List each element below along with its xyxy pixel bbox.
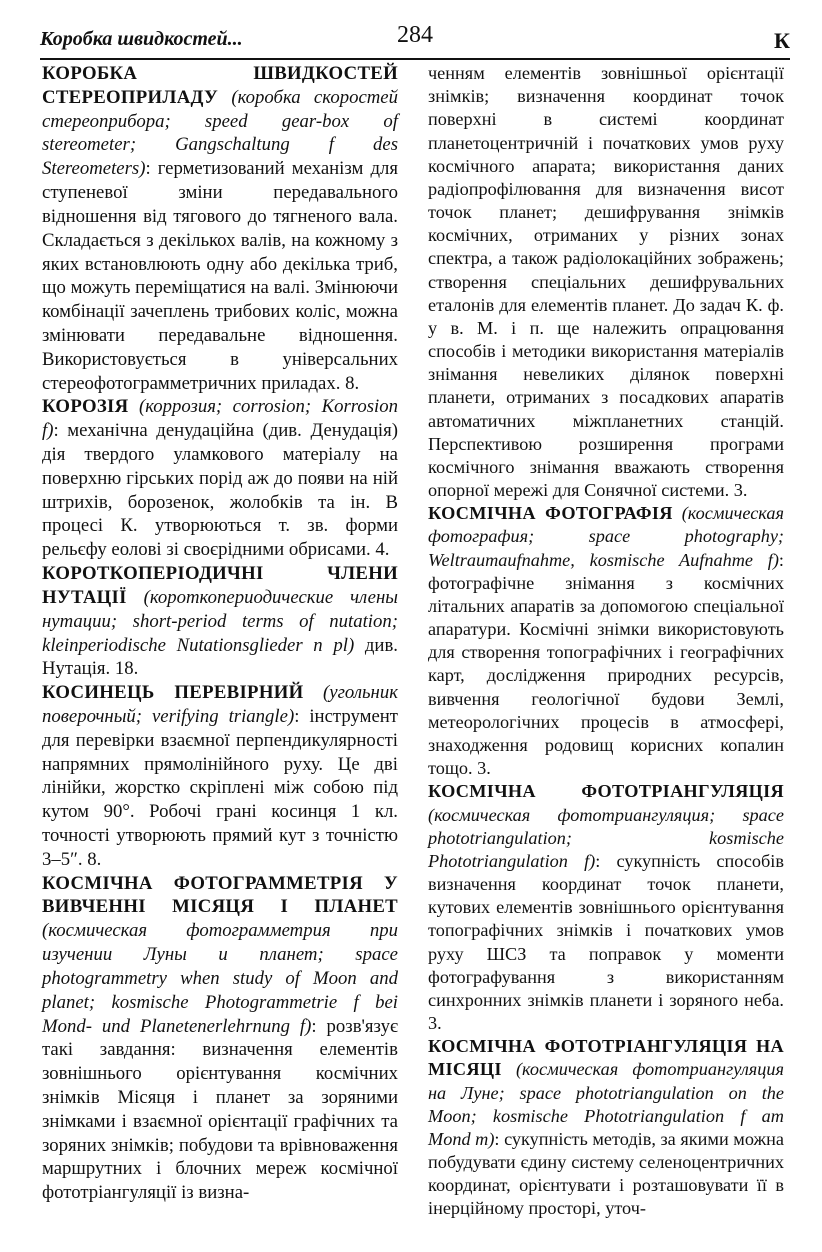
entry-definition: : механічна денудаційна (див. Денудація) дія твердого уламкового матеріалу на поверхню гірських порід аж до появи на ній штрихів, борозенок, жолобків та ін. В процесі К. утворюються т. зв. форми рельєфу еолові зі своєрідними обрисами. 4. (42, 420, 398, 561)
entry-term: КОСМІЧНА ФОТОТРІАНГУЛЯЦІЯ (428, 781, 784, 802)
entry-term: КОСМІЧНА ФОТОГРАФІЯ (428, 503, 673, 524)
section-letter: К (774, 28, 790, 53)
dictionary-entry (42, 562, 398, 681)
entry-translations: (космическая фототриангуляция на Луне; space phototriangulation on the Moon; kosmische Phototriangulation f am Mond m) (428, 1059, 785, 1149)
entry-translations: (угольник поверочный; verifying triangle) (42, 682, 398, 727)
entry-term: КОРОЗІЯ (42, 396, 129, 418)
entry-definition: див. Нутація. 18. (42, 634, 398, 680)
entry-definition: : сукупність способів визначення координат точок планети, кутових елементів зовнішнього орієнтування топографічних знімків і початкових умов руху ШСЗ та поправок у моменти фотографування з використанням синхронних знімків планети і зоряного неба. 3. (428, 850, 784, 1034)
dictionary-entry (428, 1035, 784, 1220)
dictionary-entry (428, 62, 784, 502)
entry-term: КОСМІЧНА ФОТОГРАММЕТРІЯ У ВИВЧЕННІ МІСЯЦЯ І ПЛАНЕТ (42, 872, 398, 918)
right-column (428, 62, 784, 1221)
entry-term: КОСМІЧНА ФОТОТРІАНГУЛЯЦІЯ НА МІСЯЦІ (428, 1036, 784, 1080)
dictionary-entry (428, 502, 784, 780)
entry-translations: (космическая фотография; space photography; Weltraumaufnahme, kosmische Aufnahme f) (428, 503, 784, 570)
entry-definition: : герметизований механізм для ступеневої зміни передавального відношення від тягового до тягненого вала. Складається з декількох валів, на кожному з яких встановлюють одну або декілька триб, що можуть переміщатися на валі. Змінюючи комбінації зачеплень трибових коліс, можна змінювати передавальне відношення. Використовується в універсальних стереофотограмметричних приладах. 8. (42, 158, 398, 394)
entry-term: КОРОБКА ШВИДКОСТЕЙ СТЕРЕОПРИЛАДУ (42, 63, 398, 108)
dictionary-entry (42, 681, 398, 872)
entry-translations: (коррозия; corrosion; Korrosion f) (42, 396, 398, 442)
entry-translations: (космическая фототриангуляция; space phototriangulation; kosmische Phototriangulation f) (428, 804, 784, 871)
entry-definition: : розв'язує такі завдання: визначення елементів зовнішнього орієнтування космічних знімків Місяця і планет за зоряними знімками і взаємної орієнтації графічних та зоряних знімків; побудови та врівноваження маршрутних і блочних мереж космічної фототріангуляції із визна- (42, 1015, 398, 1204)
entry-term: КОСИНЕЦЬ ПЕРЕВІРНИЙ (42, 682, 304, 704)
dictionary-entry (42, 395, 398, 562)
entry-translations: (короткопериодические члены нутации; short-period terms of nutation; kleinperiodische Nutationsglieder n pl) (42, 586, 398, 656)
entry-translations: (космическая фотограмметрия при изучении Луны и планет; space photogrammetry when study of Moon and planet; kosmische Photogrammetrie f bei Mond- und Planetenerlehrnung f) (42, 920, 398, 1037)
entry-definition: : інструмент для перевірки взаємної перпендикулярності напрямних прямолінійного руху. Це дві лінійки, жорстко скріплені між собою під кутом 90°. Робочі грані косинця 1 кл. точності утворюють прямий кут з точністю 3–5″. 8. (42, 705, 398, 870)
page-header (40, 18, 790, 60)
dictionary-entry (42, 62, 398, 395)
entry-definition: ченням елементів зовнішньої орієнтації знімків; визначення координат точок поверхні в системі координат планетоцентричній і початкових умов руху космічного апарата; використання даних радіопрофілювання для визначення висот точок планет; дешифрування знімків космічних, отриманих у різних зонах спектра, а також радіолокаційних зображень; створення спеціальних дешифрувальних еталонів для елементів планет. До задач К. ф. у в. М. і п. ще належить опрацювання способів і методики використання матеріалів знімання невеликих ділянок поверхні планети, отриманих з посадкових апаратів автоматичних міжпланетних станцій. Перспективою розширення програми космічного знімання вважають створення опорної мережі для Сонячної системи. 3. (428, 63, 784, 501)
dictionary-entry (42, 872, 398, 1205)
entry-definition: : фотографічне знімання з космічних літальних апаратів за допомогою спеціальної апаратури. Космічні знімки використовують для створення топографічних і географічних карт, дослідження природних ресурсів, вивчення геологічної будови Землі, метеорологічних процесів в атмосфері, знаходження родовищ корисних копалин тощо. 3. (428, 549, 784, 779)
entry-translations: (коробка скоростей стереоприбора; speed gear-box of stereometer; Gangschaltung f des Stereometers) (42, 86, 398, 180)
page-number: 284 (397, 22, 433, 48)
entry-term: КОРОТКОПЕРІОДИЧНІ ЧЛЕНИ НУТАЦІЇ (42, 563, 398, 608)
running-head: Коробка швидкостей... (40, 28, 243, 50)
dictionary-entry (428, 780, 784, 1035)
entry-definition: : сукупність методів, за якими можна побудувати єдину систему селеноцентричних координат, орієнтувати і розташовувати її в інерційному просторі, уточ- (428, 1128, 784, 1219)
left-column (42, 62, 398, 1205)
